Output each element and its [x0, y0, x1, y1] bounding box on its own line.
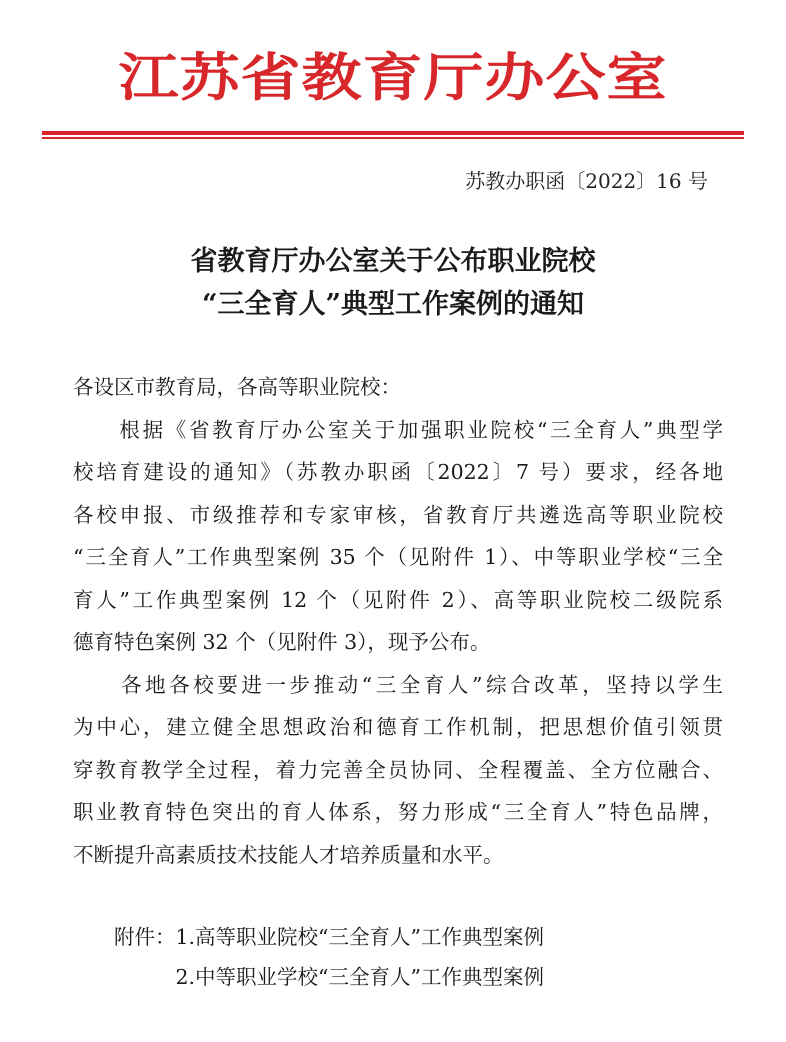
paragraph-1-line: 校培育建设的通知》（苏教办职函〔2022〕7 号）要求，经各地: [73, 460, 723, 484]
paragraph-1-line: 育人”工作典型案例 12 个（见附件 2）、高等职业院校二级院系: [73, 588, 723, 612]
paragraph-2-line: 职业教育特色突出的育人体系，努力形成“三全育人”特色品牌，: [73, 800, 723, 824]
paragraph-1-line: 德育特色案例 32 个（见附件 3），现予公布。: [73, 630, 491, 654]
paragraph-2-line: 穿教育教学全过程，着力完善全员协同、全程覆盖、全方位融合、: [73, 758, 723, 782]
document-number: 苏教办职函〔2022〕16 号: [465, 169, 708, 193]
attachment-item-1: 附件：1.高等职业院校“三全育人”工作典型案例: [73, 925, 545, 949]
paragraph-2-line: 不断提升高素质技术技能人才培养质量和水平。: [73, 843, 504, 867]
paragraph-2-line: 各地各校要进一步推动“三全育人”综合改革，坚持以学生: [73, 673, 723, 697]
attachment-item-2: 2.中等职业学校“三全育人”工作典型案例: [73, 965, 545, 989]
paragraph-2-line: 为中心，建立健全思想政治和德育工作机制，把思想价值引领贯: [73, 715, 723, 739]
paragraph-1-line: 根据《省教育厅办公室关于加强职业院校“三全育人”典型学: [73, 418, 723, 442]
letterhead-red-rule-thin: [42, 137, 744, 139]
letterhead-red-rule-thick: [42, 131, 744, 135]
paragraph-1-line: 各校申报、市级推荐和专家审核，省教育厅共遴选高等职业院校: [73, 503, 723, 527]
document-title-line-2: “三全育人”典型工作案例的通知: [201, 289, 585, 320]
document-title-line-1: 省教育厅办公室关于公布职业院校: [190, 246, 596, 277]
paragraph-1-line: “三全育人”工作典型案例 35 个（见附件 1）、中等职业学校“三全: [73, 545, 723, 569]
letterhead-title: 江苏省教育厅办公室: [118, 48, 668, 109]
salutation: 各设区市教育局，各高等职业院校：: [73, 375, 401, 399]
